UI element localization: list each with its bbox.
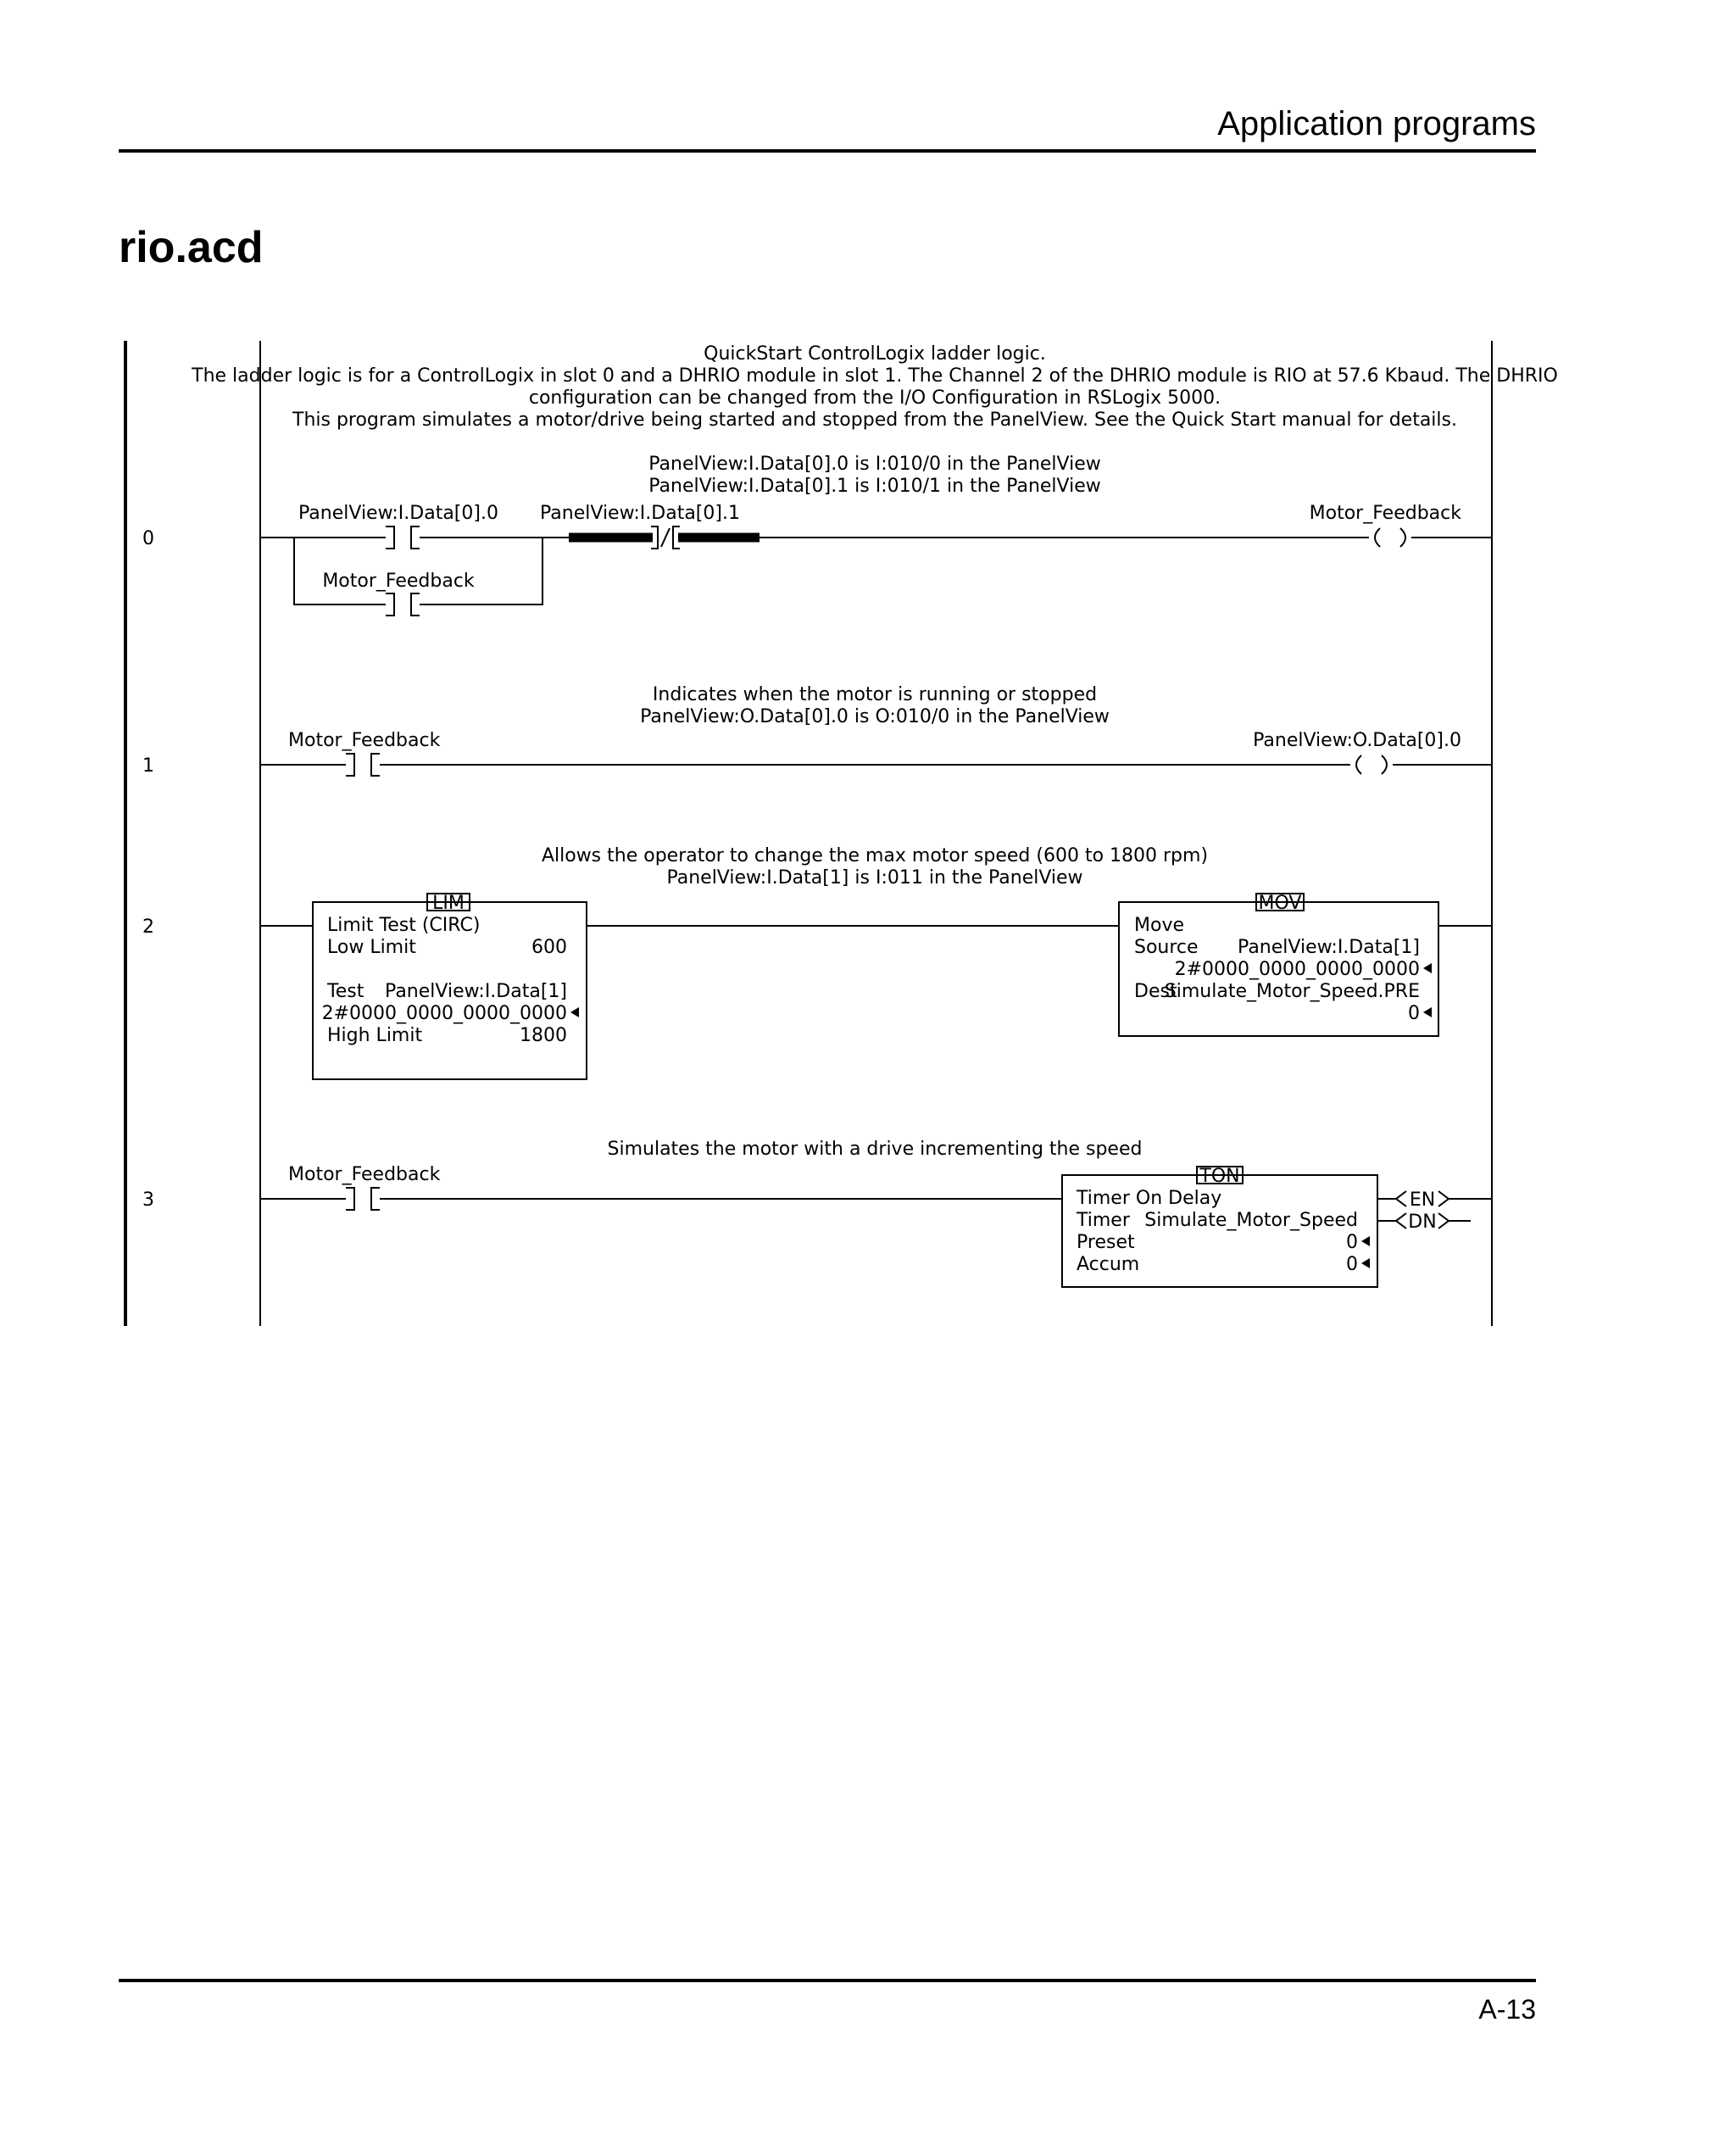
- rung-number: 2: [142, 916, 154, 938]
- footer-rule: [119, 1979, 1536, 1982]
- lim-description: Limit Test (CIRC): [327, 915, 481, 936]
- rung-0: [142, 454, 1492, 616]
- xic-tag: Motor_Feedback: [288, 1164, 441, 1185]
- xic-contact[interactable]: [346, 1188, 380, 1210]
- ote-coil[interactable]: [1375, 528, 1405, 547]
- ote-tag: Motor_Feedback: [1309, 503, 1461, 524]
- xic-contact[interactable]: [346, 754, 380, 776]
- rung-number: 3: [142, 1189, 154, 1211]
- xic-tag: Motor_Feedback: [288, 730, 441, 751]
- lim-name: LIM: [432, 893, 465, 914]
- mov-source-tag: PanelView:I.Data[1]: [1238, 937, 1420, 958]
- ote-coil[interactable]: [1356, 755, 1387, 774]
- rung-number: 0: [142, 528, 154, 549]
- ton-timer-label: Timer: [1077, 1210, 1130, 1231]
- ton-instruction[interactable]: [1062, 1166, 1377, 1287]
- rung-number: 1: [142, 755, 154, 777]
- lim-test-label: Test: [327, 981, 364, 1002]
- ton-dn-bit: DN: [1408, 1212, 1437, 1233]
- mov-dest-value: 0: [1408, 1003, 1420, 1024]
- rung-comment-line-1: Allows the operator to change the max motor speed (600 to 1800 rpm): [541, 845, 1209, 866]
- xio-contact[interactable]: [651, 526, 680, 549]
- lim-low-label: Low Limit: [327, 937, 416, 958]
- rung-comment-line-2: PanelView:I.Data[1] is I:011 in the PanelView: [666, 867, 1083, 889]
- lim-test-value: 2#0000_0000_0000_0000: [321, 1003, 567, 1024]
- ote-tag: PanelView:O.Data[0].0: [1253, 730, 1461, 751]
- main-comment-line-1: QuickStart ControlLogix ladder logic.: [704, 343, 1046, 365]
- ton-en-bit: EN: [1409, 1189, 1436, 1211]
- rung-comment-line-1: Simulates the motor with a drive incrementing the speed: [607, 1139, 1143, 1160]
- main-comment-line-2: The ladder logic is for a ControlLogix in slot 0 and a DHRIO module in slot 1. The Channel 2 of the DHRIO module is RIO at 57.6 Kbaud. The DHRIO: [192, 365, 1558, 387]
- xic-contact[interactable]: [386, 526, 420, 549]
- rung-comment-line-2: PanelView:I.Data[0].1 is I:010/1 in the PanelView: [648, 476, 1101, 497]
- ton-accum-label: Accum: [1077, 1254, 1140, 1275]
- lim-test-tag: PanelView:I.Data[1]: [385, 981, 567, 1002]
- mov-source-label: Source: [1134, 937, 1199, 958]
- ton-name: TON: [1199, 1166, 1240, 1187]
- rung-2: [142, 845, 1492, 1079]
- branch-xic-tag: Motor_Feedback: [322, 571, 475, 592]
- lim-high-value: 1800: [520, 1025, 567, 1046]
- main-comment-line-4: This program simulates a motor/drive being started and stopped from the PanelView. See the Quick Start manual for details.: [292, 409, 1457, 431]
- ton-preset-label: Preset: [1077, 1232, 1135, 1253]
- main-comment-line-3: configuration can be changed from the I/O Configuration in RSLogix 5000.: [528, 387, 1221, 409]
- lim-high-label: High Limit: [327, 1025, 423, 1046]
- mov-name: MOV: [1258, 893, 1302, 914]
- mov-dest-label: Dest: [1134, 981, 1177, 1002]
- ton-preset-value: 0: [1346, 1232, 1358, 1253]
- ton-timer-tag: Simulate_Motor_Speed: [1144, 1210, 1358, 1231]
- lim-low-value: 600: [531, 937, 567, 958]
- mov-description: Move: [1134, 915, 1184, 936]
- xic-tag: PanelView:I.Data[0].0: [298, 503, 498, 524]
- rung-3: [142, 1139, 1492, 1287]
- xio-tag: PanelView:I.Data[0].1: [540, 503, 740, 524]
- rung-comment-line-2: PanelView:O.Data[0].0 is O:010/0 in the PanelView: [640, 706, 1110, 727]
- mov-instruction[interactable]: [1119, 893, 1438, 1036]
- rung-comment-line-1: Indicates when the motor is running or stopped: [652, 684, 1098, 705]
- rung-comment-line-1: PanelView:I.Data[0].0 is I:010/0 in the PanelView: [648, 454, 1101, 475]
- ton-description: Timer On Delay: [1077, 1188, 1222, 1209]
- rung-1: [142, 684, 1492, 777]
- mov-source-value: 2#0000_0000_0000_0000: [1174, 959, 1420, 980]
- branch-xic-contact[interactable]: [386, 593, 420, 616]
- page-number: A-13: [1478, 1994, 1536, 2025]
- mov-dest-tag: Simulate_Motor_Speed.PRE: [1164, 981, 1420, 1002]
- lim-instruction[interactable]: [313, 893, 587, 1079]
- page-title: rio.acd: [119, 223, 264, 272]
- ton-accum-value: 0: [1346, 1254, 1358, 1275]
- section-header: Application programs: [1217, 105, 1536, 142]
